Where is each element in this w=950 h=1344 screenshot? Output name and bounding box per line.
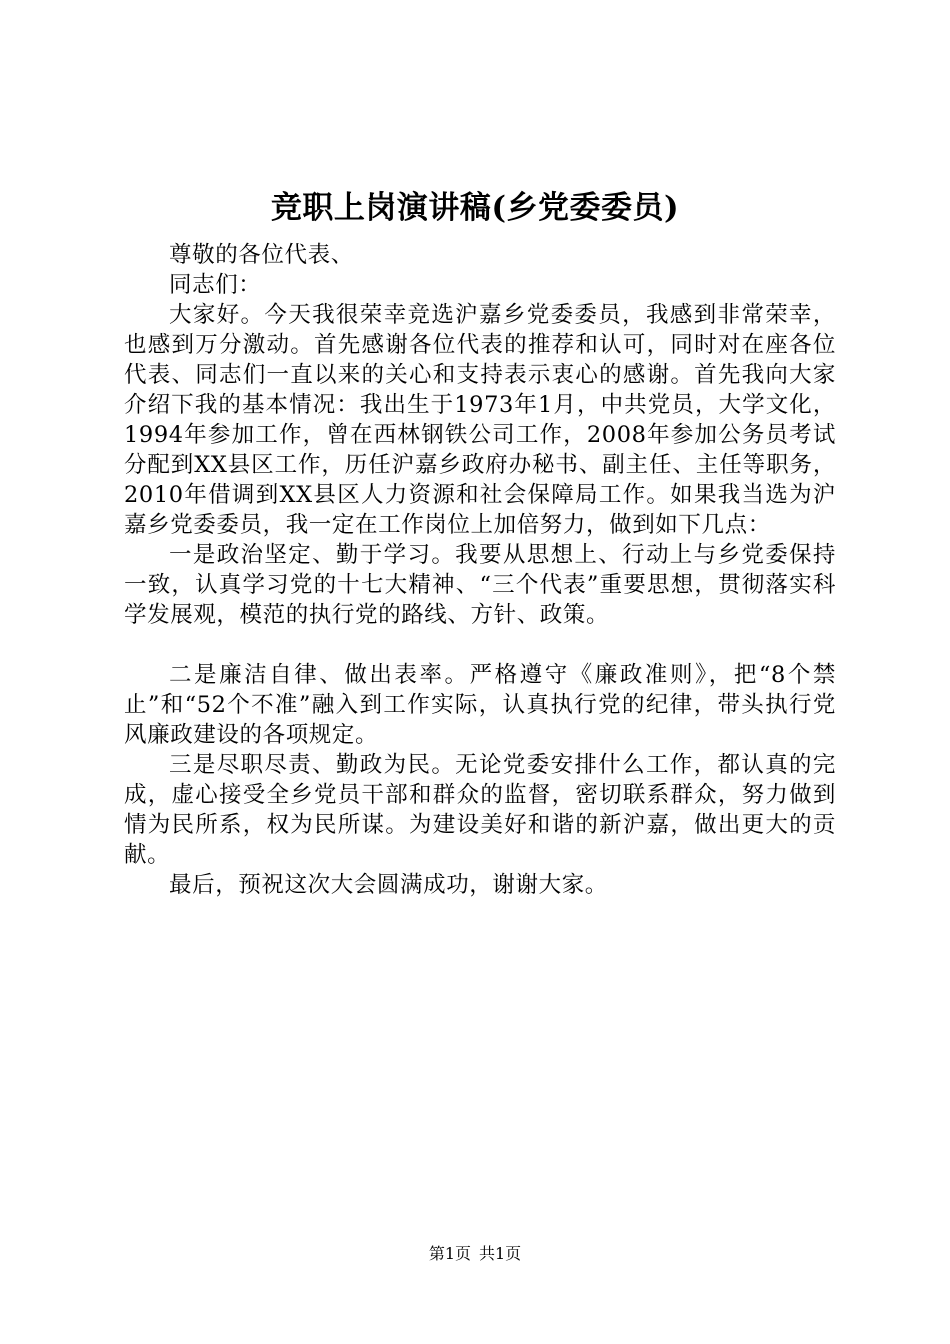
paragraph-spacer [124, 630, 836, 660]
paragraph-closing: 最后，预祝这次大会圆满成功，谢谢大家。 [169, 872, 608, 898]
page-footer [0, 1244, 950, 1264]
page-total: 共1页 [479, 1244, 522, 1263]
page-number: 第1页 [428, 1244, 471, 1263]
document-title: 竞职上岗演讲稿(乡党委委员) [270, 190, 680, 226]
salutation-line-2: 同志们： [169, 272, 262, 298]
paragraph-point-1: 一是政治坚定、勤于学习。我要从思想上、行动上与乡党委保持一致，认真学习党的十七大精神、“三个代表”重要思想，贯彻落实科学发展观，模范的执行党的路线、方针、政策。 [124, 542, 836, 628]
paragraph-intro: 大家好。今天我很荣幸竞选沪嘉乡党委委员，我感到非常荣幸，也感到万分激动。首先感谢各位代表的推荐和认可，同时对在座各位代表、同志们一直以来的关心和支持表示衷心的感谢。首先我向大家介绍下我的基本情况：我出生于1973年1月，中共党员，大学文化，1994年参加工作，曾在西林钢铁公司工作，2008年参加公务员考试分配到XX县区工作，历任沪嘉乡政府办秘书、副主任、主任等职务，2010年借调到XX县区人力资源和社会保障局工作。如果我当选为沪嘉乡党委委员，我一定在工作岗位上加倍努力，做到如下几点： [124, 302, 836, 538]
document-body [124, 240, 836, 900]
salutation-line-1: 尊敬的各位代表、 [169, 242, 354, 268]
paragraph-point-3: 三是尽职尽责、勤政为民。无论党委安排什么工作，都认真的完成，虚心接受全乡党员干部和群众的监督，密切联系群众，努力做到情为民所系，权为民所谋。为建设美好和谐的新沪嘉，做出更大的贡献。 [124, 752, 836, 868]
paragraph-point-2: 二是廉洁自律、做出表率。严格遵守《廉政准则》，把“8个禁止”和“52个不准”融入到工作实际，认真执行党的纪律，带头执行党风廉政建设的各项规定。 [124, 662, 836, 748]
